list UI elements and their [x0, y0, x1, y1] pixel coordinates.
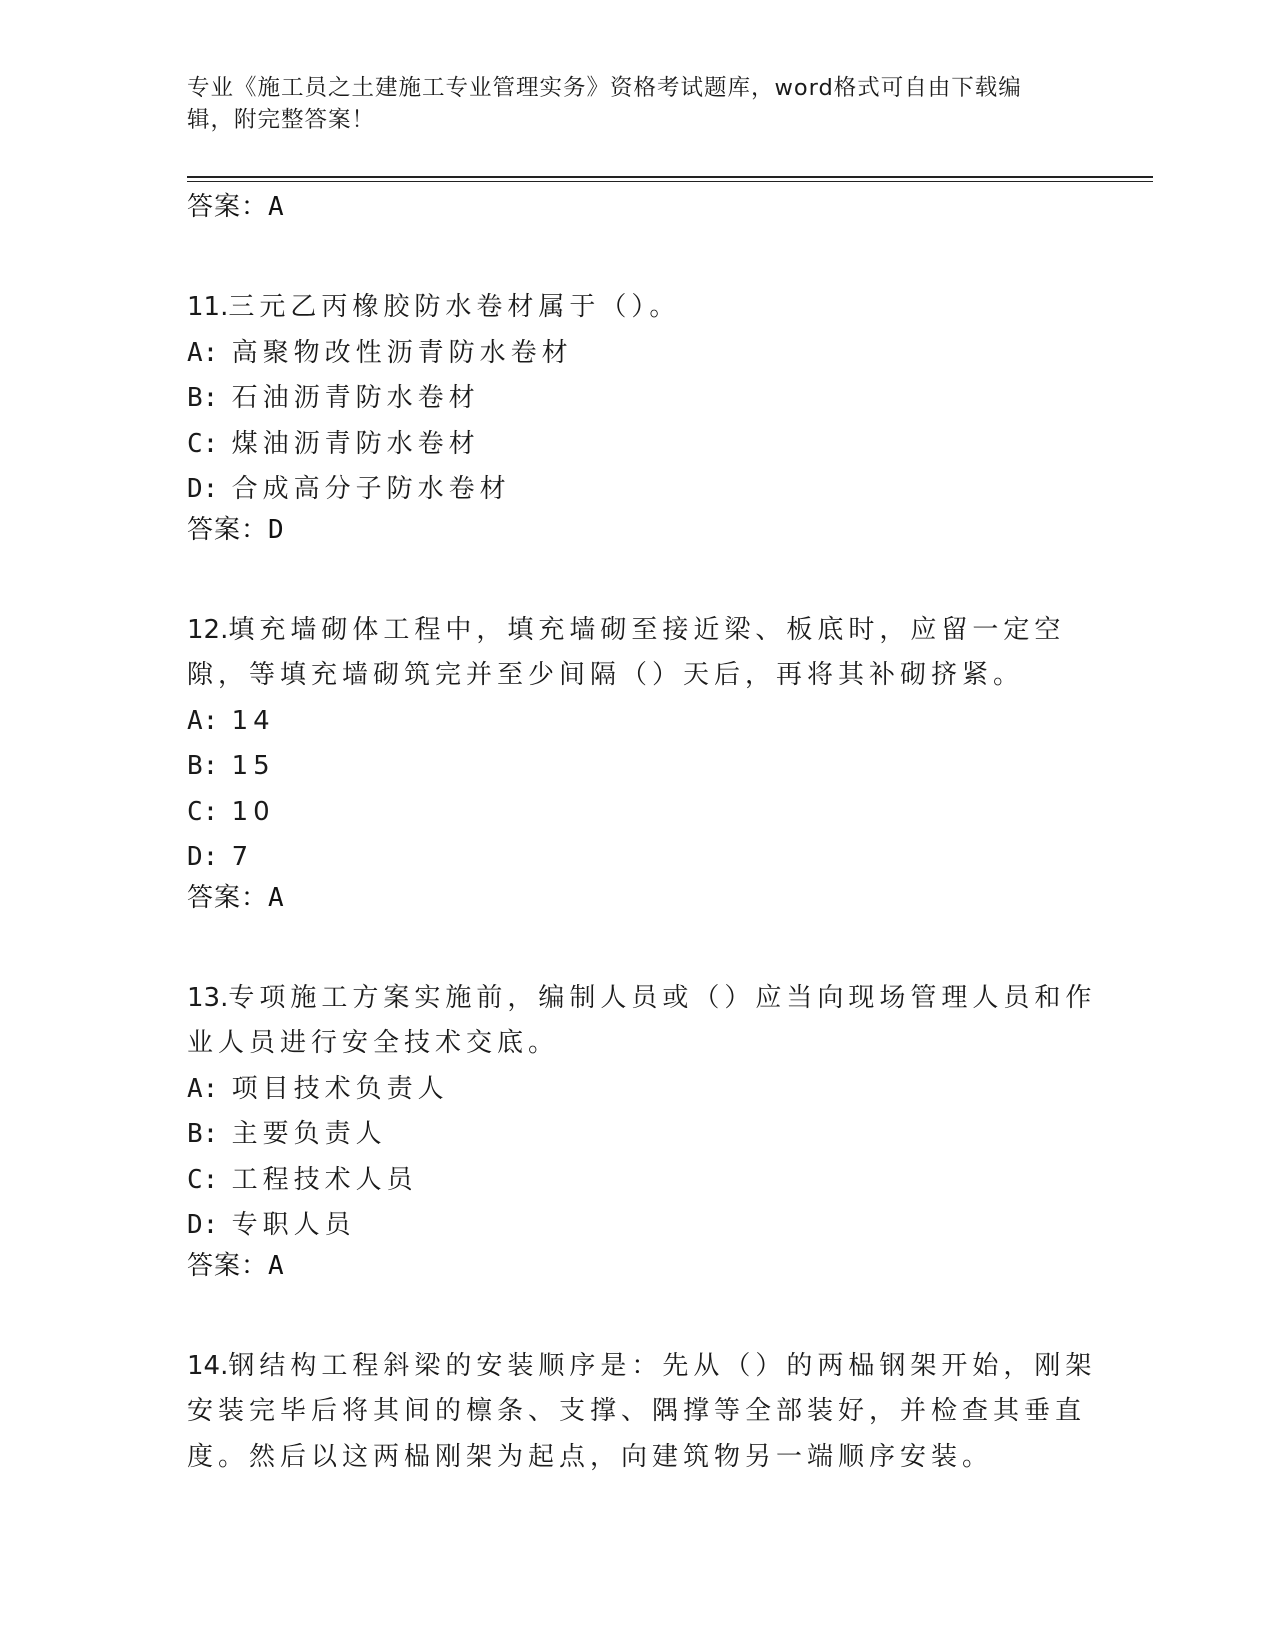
answer-label: 答案：: [187, 192, 269, 222]
question-list: [187, 190, 1107, 1480]
answer-label: 答案：: [187, 514, 269, 545]
answer-value: A: [268, 1250, 285, 1281]
answer-line: [187, 513, 1107, 561]
question-stem: [187, 608, 1107, 699]
answer-value: A: [268, 192, 285, 222]
answer-label: 答案：: [187, 882, 269, 913]
answer-line: [187, 190, 1107, 238]
option-a: A: 14: [187, 705, 275, 736]
question-spacer: [187, 1297, 1107, 1344]
question-stem: [187, 285, 1107, 331]
option-c: C: 煤油沥青防水卷材: [187, 428, 480, 459]
answer-value: A: [268, 882, 285, 913]
option-b: B: 15: [187, 751, 275, 781]
header-divider: [187, 176, 1153, 178]
answer-line: [187, 881, 1107, 929]
question-number: 12.: [187, 614, 229, 645]
answer-label: 答案：: [187, 1250, 269, 1281]
option-b: B: 石油沥青防水卷材: [187, 383, 480, 413]
question-text: 专项施工方案实施前，编制人员或（）应当向现场管理人员和作业人员进行安全技术交底。: [187, 982, 1097, 1058]
question-number: 13.: [187, 982, 229, 1013]
question-text: 三元乙丙橡胶防水卷材属于（）。: [228, 292, 681, 322]
option-a: A: 项目技术负责人: [187, 1073, 449, 1104]
question-14: [187, 1344, 1107, 1481]
question-13: [187, 976, 1107, 1297]
question-number: 11.: [187, 292, 229, 322]
answer-line: [187, 1249, 1107, 1297]
question-number: 14.: [187, 1350, 229, 1381]
header-title: 专业《施工员之土建施工专业管理实务》资格考试题库，word格式可自由下载编辑，附完整答案！: [187, 75, 1022, 133]
question-spacer: [187, 238, 1107, 285]
question-12: [187, 608, 1107, 929]
question-text: 钢结构工程斜梁的安装顺序是：先从（）的两榀钢架开始，刚架安装完毕后将其间的檩条、支撑、隅撑等全部装好，并检查其垂直度。然后以这两榀刚架为起点，向建筑物另一端顺序安装。: [187, 1350, 1097, 1472]
option-c: C: 工程技术人员: [187, 1164, 418, 1195]
question-spacer: [187, 929, 1107, 976]
option-c: C: 10: [187, 796, 275, 827]
option-d: D: 合成高分子防水卷材: [187, 474, 511, 504]
question-text: 填充墙砌体工程中，填充墙砌至接近梁、板底时，应留一定空隙，等填充墙砌筑完并至少间隔（）天后，再将其补砌挤紧。: [187, 614, 1066, 690]
question-11: [187, 285, 1107, 561]
question-stem: [187, 1344, 1107, 1481]
question-stem: [187, 976, 1107, 1067]
option-d: D: 专职人员: [187, 1210, 356, 1240]
option-d: D: 7: [187, 842, 254, 872]
header-divider-secondary: [187, 181, 1153, 182]
option-a: A: 高聚物改性沥青防水卷材: [187, 337, 573, 368]
option-b: B: 主要负责人: [187, 1119, 387, 1149]
document-header: [187, 72, 1067, 136]
question-spacer: [187, 561, 1107, 608]
answer-value: D: [268, 514, 285, 545]
